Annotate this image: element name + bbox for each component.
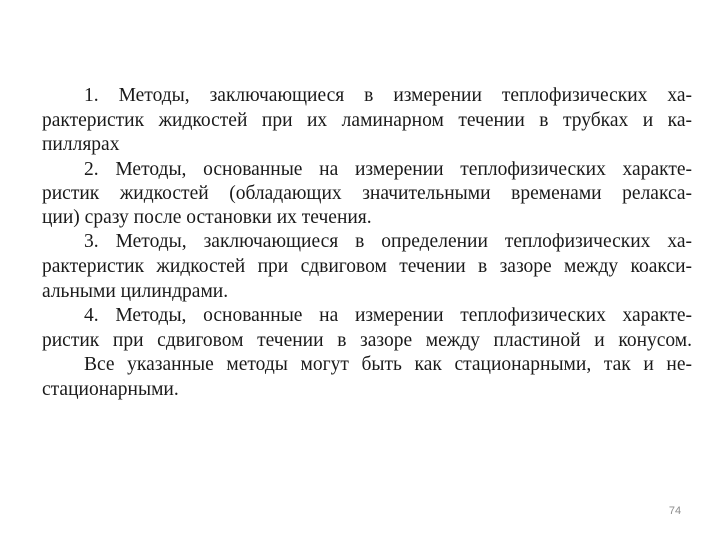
method-2-line-2: ристик жидкостей (обладающих значительными временами релакса- xyxy=(42,183,692,204)
method-1-line-3: пиллярах xyxy=(42,134,120,155)
method-3-line-3: альными цилиндрами. xyxy=(42,281,229,302)
method-3-line-2: рактеристик жидкостей при сдвиговом течении в зазоре между коакси- xyxy=(42,256,692,277)
method-2-line-3: ции) сразу после остановки их течения. xyxy=(42,207,372,228)
method-3-line-1: 3. Методы, заключающиеся в определении теплофизических ха- xyxy=(84,231,692,252)
method-4-line-1: 4. Методы, основанные на измерении теплофизических характе- xyxy=(84,305,692,326)
page-number: 74 xyxy=(668,505,682,517)
method-1-line-2: рактеристик жидкостей при их ламинарном течении в трубках и ка- xyxy=(42,110,692,131)
method-1-line-1: 1. Методы, заключающиеся в измерении теплофизических ха- xyxy=(84,85,692,106)
summary-line-1: Все указанные методы могут быть как стационарными, так и не- xyxy=(84,354,692,375)
method-4-line-2: ристик при сдвиговом течении в зазоре между пластиной и конусом. xyxy=(42,330,692,351)
summary-line-2: стационарными. xyxy=(42,379,179,400)
method-2-line-1: 2. Методы, основанные на измерении теплофизических характе- xyxy=(84,159,692,180)
